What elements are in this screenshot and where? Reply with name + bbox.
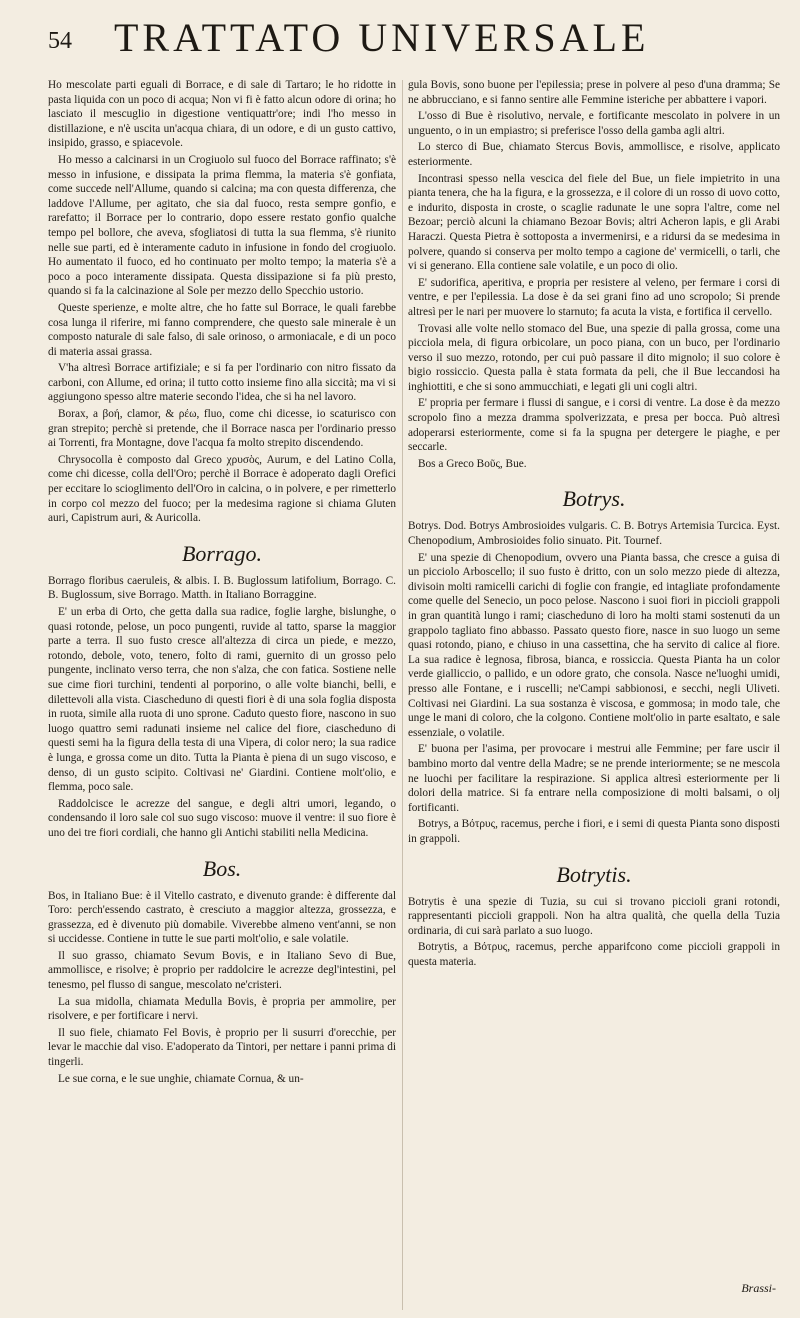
- page-header: [48, 14, 788, 62]
- entry-title-botrys: Botrys.: [562, 486, 626, 512]
- left-column: [48, 78, 396, 1088]
- paragraph: Borax, a βοή, clamor, & ρέω, fluo, come chi dicesse, io scaturisco con gran strepito; perchè si pretende, che il Borrace nasca per l'ordinario presso ai Torrenti, fra Montagne, dove l'acqua fa molto strepito discendendo.: [48, 408, 396, 450]
- paragraph: La sua midolla, chiamata Medulla Bovis, è propria per ammolire, per risolvere, e per fortificare i nervi.: [48, 995, 396, 1023]
- entry-title-bos: Bos.: [202, 855, 242, 881]
- paragraph: Le sue corna, e le sue unghie, chiamate Cornua, & un-: [58, 1072, 304, 1085]
- paragraph: Trovasi alle volte nello stomaco del Bue, una spezie di palla grossa, come una picciola mela, di figura orbicolare, un poco piana, con un buco, per l'ordinario verso il suo mezzo, rotondo, per cui può passare il dito mignolo; il suo colore è bigio rossiccio. Questa palla è stata formata da peli, che il Bue leccandosi ha inghiottiti, e che si sono ammucchiati, e legati gli uni cogli altri.: [408, 322, 780, 393]
- paragraph: Raddolcisce le acrezze del sangue, e degli altri umori, legando, o condensando il loro sale col suo sugo viscoso: muove il ventre: il suo fiore è uno dei tre fiori cordiali, che hanno gli Antichi stabiliti nella Medicina.: [48, 797, 396, 839]
- paragraph: L'osso di Bue è risolutivo, nervale, e fortificante mescolato in polvere in un unguento, o in un empiastro; si preferisce l'osso della gamba agli altri.: [408, 110, 780, 137]
- paragraph: Ho mescolate parti eguali di Borrace, e di sale di Tartaro; le ho ridotte in pasta liquida con un poco di acqua; Non vi fi è fatto alcun odore di orina; ho lasciato il mescuglio in digestione ventiquattr'ore; indi l'ho messo in distillazione, e n'è uscita un'acqua chiara, di un odore, e di un gusto cattivo, insipido, grasso, e spiacevole.: [48, 79, 396, 150]
- column-divider: [402, 80, 403, 1310]
- paragraph: Chrysocolla è composto dal Greco χρυσὸς, Aurum, e del Latino Colla, come chi dicesse, colla dell'Oro; perchè il Borrace è adoperato dagli Orefici per eccitare lo scioglimento dell'Oro in calcina, o in polvere, e per rimetterlo in corpo col mezzo del fuoco; per la medesima ragione si chiama Gluten auri, Capistrum auri, & Auricolla.: [48, 453, 396, 525]
- entry-title-botrytis: Botrytis.: [556, 861, 632, 887]
- paragraph: Il suo fiele, chiamato Fel Bovis, è proprio per li susurri d'orecchie, per levar le macchie dal viso. E'adoperato da Tintori, per nettare i panni prima di tingerli.: [48, 1026, 396, 1069]
- paragraph: Botrytis, a Βότρυς, racemus, perche apparifcono come piccioli grappoli in questa materia.: [408, 941, 780, 968]
- right-column: [408, 78, 780, 971]
- paragraph: Il suo grasso, chiamato Sevum Bovis, e in Italiano Sevo di Bue, ammollisce, e risolve; è proprio per raddolcire le acrezze degl'intestini, pel tenesmo, pel flusso di sangue, mescolato ne'cristeri.: [48, 949, 396, 992]
- synonyms-borrago: Borrago floribus caeruleis, & albis. I. B. Buglossum latifolium, Borrago. C. B. Buglossum, sive Borrago. Matth. in Italiano Borraggine.: [48, 574, 396, 602]
- paragraph: E' una spezie di Chenopodium, ovvero una Pianta bassa, che cresce a guisa di un picciolo Arboscello; il suo fusto è dritto, con un solo mezzo piede di altezza, divisoin molti ramicelli carichi di foglie con frangie, ed intagliate profondamente come quelle del Senecio, un poco pelose. Nascono i suoi fiori in piccioli grappoli in gran quantità lungo i rami; ciascheduno di loro ha molti stami sostenuti da un grappolo tagliato fino abbasso. Passato questo fiore, nasce in suo luogo un seme quasi rotondo, piano, e chiuso in una cassettina, che ha servito di calice al fiore. La sua radice è legnosa, fibrosa, bianca, e rossiccia. Questa Pianta ha un color verde gialliccio, o pallido, e un odore grato, che consola. Nasce ne'luoghi umidi, presso alle Fontane, e i ruscelli; ne'Campi sabbionosi, e secchi, negli Uliveti. Coltivasi nei Giardini. La sua sostanza è viscosa, e gommosa; in modo tale, che unge le mani di coloro, che la colgono. Contiene molt'olio in parte esaltato, e sale essenziale, o volatile.: [408, 551, 780, 739]
- paragraph: Lo sterco di Bue, chiamato Stercus Bovis, ammollisce, e risolve, applicato esteriormente.: [408, 141, 780, 168]
- paragraph: V'ha altresì Borrace artifiziale; e si fa per l'ordinario con nitro fissato da carboni, con Allume, ed orina; il tutto cotto insieme fino alla siccità; ma vi si aggiungono spesso altre materie secondo l'idea, che si ha nel lavoro.: [48, 362, 396, 404]
- paragraph: Queste sperienze, e molte altre, che ho fatte sul Borrace, le quali farebbe cosa lunga il riferire, mi fanno comprendere, che questo sale minerale è un composto naturale di sale falso, di sale orinoso, o armoniacale, e di un poco di materia assai grassa.: [48, 301, 396, 358]
- paragraph: E' un erba di Orto, che getta dalla sua radice, foglie larghe, bislunghe, o quasi rotonde, pelose, un poco pungenti, ruvide al tatto, sparse la maggior parte a terra. Il suo fusto cresce all'altezza di circa un piede, e mezzo, rotondo, debole, voto, tenero, folto di rami, guernito di un grosso pelo pungente, inclinato verso terra, che non s'alza, che con fatica. Sostiene nelle sue cime fiori turchini, tendenti al porporino, o alle volte bianchi, belli, e dilettevoli alla vista. Ciascheduno di questi fiori è di una sola foglia disposta in ruota, simile alla ruota di uno sprone. Caduto questo fiore, nascono in suo luogo quattro semi radunati insieme nel calice del fiore, ciascheduno di questi semi ha la figura della testa di una Vipera, di color nero; la sua radice è lunga, e grossa come un dito. Tutta la Pianta è piena di un sugo viscoso, e denso, di un gusto scipito. Coltivasi ne' Giardini. Contiene molt'olio, e flemma, poco sale.: [48, 606, 396, 794]
- paragraph: E' buona per l'asima, per provocare i mestrui alle Femmine; per fare uscir il bambino morto dal ventre della Madre; se ne prende interiormente; se ne mescola ne luochi per facilitare la respirazione. Si applica altresì esteriormente per li dolori della matrice. Si fa entrare nella composizione di molti balsami, o olj fortificanti.: [408, 743, 780, 814]
- paragraph: Botrytis è una spezie di Tuzia, su cui si trovano piccioli grani rotondi, rappresentanti piccioli grappoli. Non ha altra qualità, che quella della Tuzia ordinaria, di cui sarà parlato a suo luogo.: [408, 895, 780, 937]
- running-title: TRATTATO UNIVERSALE: [114, 15, 650, 60]
- synonyms-botrys: Botrys. Dod. Botrys Ambrosioides vulgaris. C. B. Botrys Artemisia Turcica. Eyst. Chenopodium, Ambrosioides folio sinuato. Pit. Tournef.: [408, 520, 780, 548]
- entry-title-borrago: Borrago.: [181, 540, 263, 566]
- paragraph: Incontrasi spesso nella vescica del fiele del Bue, un fiele impietrito in una pianta tenera, che ha la figura, e la grossezza, e il colore di un rosso di uovo cotto, e indurito, disposta in croste, o scaglie radunate le une sopra l'altre, come nel Bezoar; perciò alcuni la chiamano Bezoar Bovis; altri Acheron lapis, e gli Arabi Haraczi. Questa Pietra è sottoposta a invermenirsi, e a ridursi da se medesima in polvere, quando si conserva per molto tempo a cagione de' vermicelli, o tarli, che vi si generano. Ella contiene sale volatile, e un poco di olio.: [408, 172, 780, 273]
- paragraph: Bos a Greco Βοῦς, Bue.: [418, 457, 527, 470]
- paragraph: Botrys, a Βότρυς, racemus, perche i fiori, e i semi di questa Pianta sono disposti in grappoli.: [408, 818, 780, 845]
- page-number: 54: [48, 28, 72, 54]
- paragraph: gula Bovis, sono buone per l'epilessia; prese in polvere al peso d'una dramma; Se ne abbrucciano, e si fanno sentire alle Femmine isteriche per abbattere i vapori.: [408, 79, 780, 106]
- catchword: Brassi-: [741, 1281, 776, 1295]
- paragraph: Bos, in Italiano Bue: è il Vitello castrato, e divenuto grande: è differente dal Toro: perch'essendo castrato, è cresciuto a maggior altezza, grossezza, e grassezza, ed è divenuto più domabile. Viverebbe almeno vent'anni, se non si uccidesse. Contiene in tutte le sue parti molt'olio, e sale volatile.: [48, 889, 396, 946]
- paragraph: E' propria per fermare i flussi di sangue, e i corsi di ventre. La dose è da mezzo scropolo fino a mezza dramma spolverizzata, e presa per bocca. Può altresì adoperarsi esteriormente, come si fa la spugna per detergere le piaghe, e per seccarle.: [408, 397, 780, 454]
- paragraph: E' sudorifica, aperitiva, e propria per resistere al veleno, per fermare i corsi di ventre, e per l'epilessia. La dose è da sei grani fino ad uno scropolo; Si prende altresì per le nari per muovere lo starnuto; fa acuta la vista, e fortifica il cervello.: [408, 276, 780, 318]
- paragraph: Ho messo a calcinarsi in un Crogiuolo sul fuoco del Borrace raffinato; s'è messo in infusione, e dissipata la prima flemma, la materia s'è gonfiata, come succede nell'Allume, quando si calcina; ma con questa differenza, che laddove l'Allume, per agitato, che sia dal fuoco, resta sempre gonfio, e rarefatto; il Borrace per lo contrario, dopo essere restato gonfio qualche tempo pel bollore, che aveva, sfogliatosi di tutta la sua flemma, s'è riunito nelle sue parti, ed è interamente caduto in infusione in fondo del crogiuolo. Ho aumentato il fuoco, ed ho continuato per molto tempo; la materia s'è a poco a poco interamente dissipata. Questa dissipazione si fa più presto, quando si fa la calcinazione al Sole per mezzo dello Specchio ustorio.: [48, 153, 396, 298]
